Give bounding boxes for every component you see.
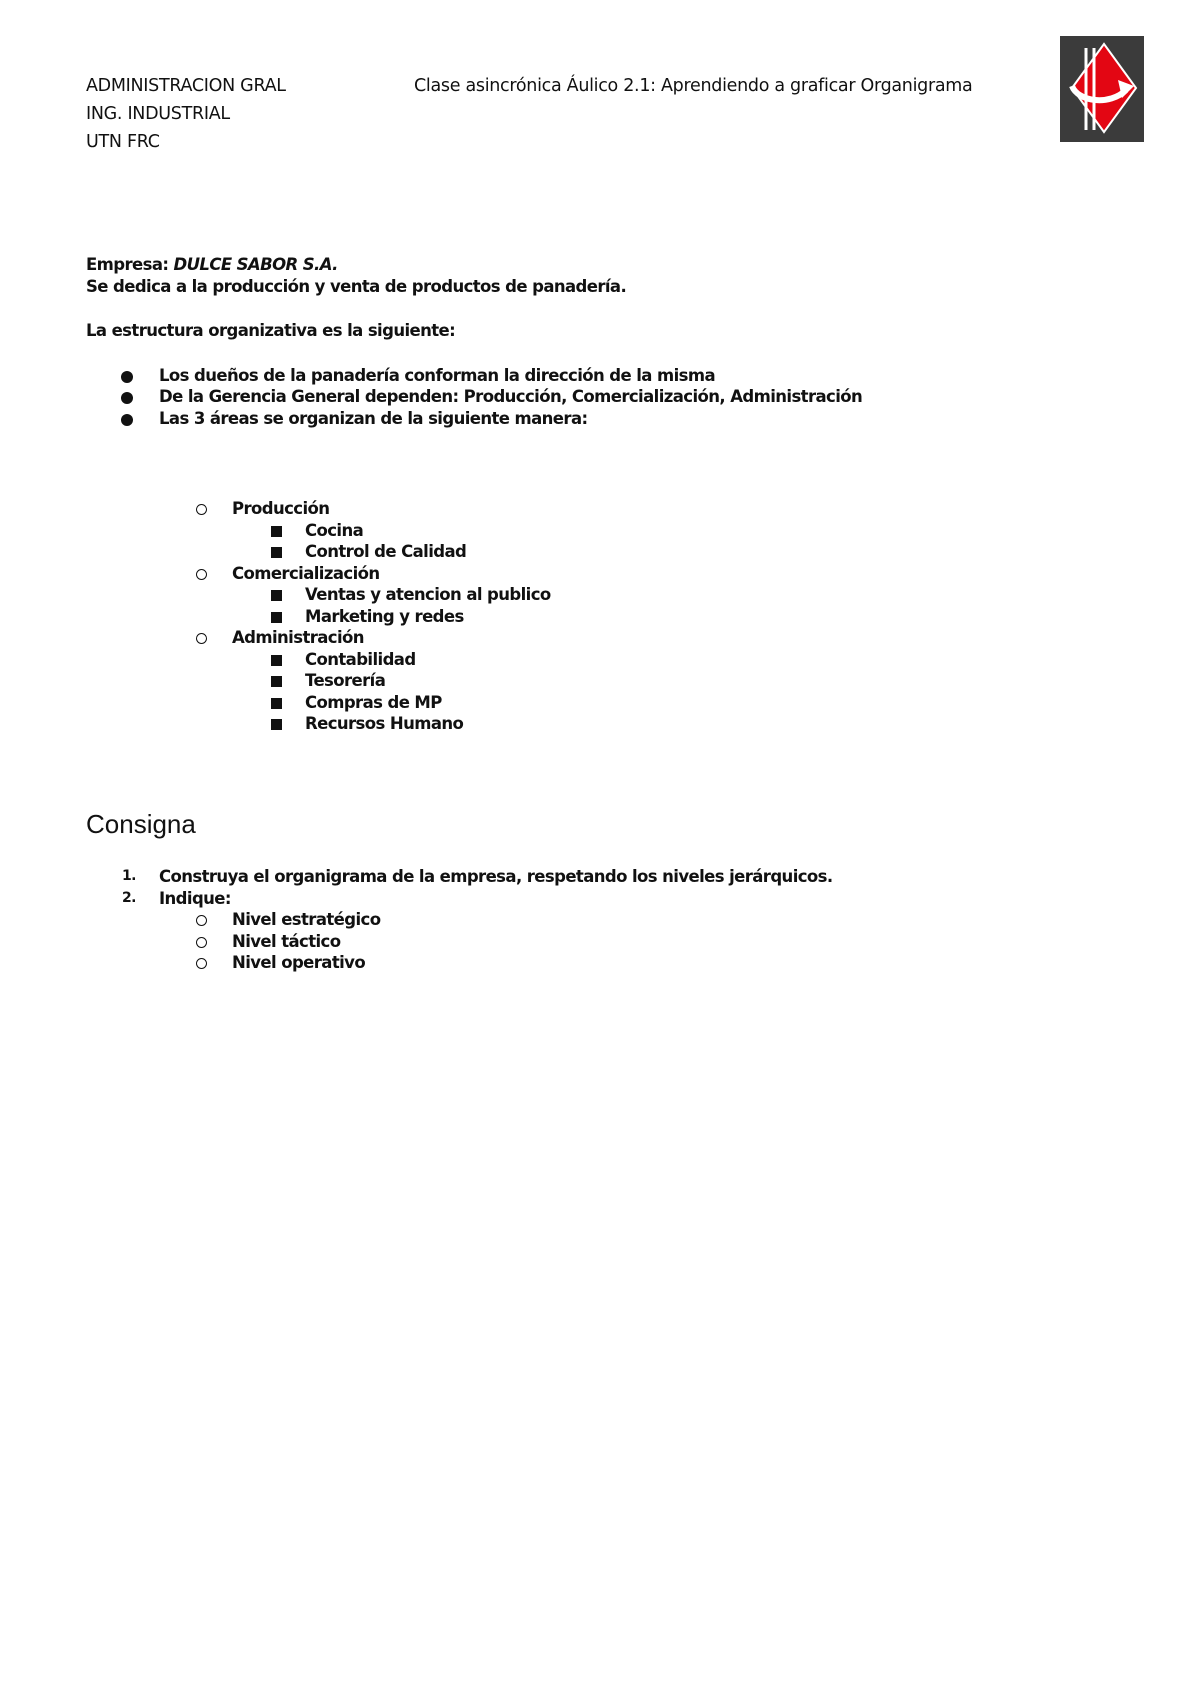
utn-logo-icon (1060, 36, 1144, 142)
bullet-icon (121, 371, 133, 383)
subarea-item: Tesorería (305, 670, 1086, 692)
area-comercializacion: Comercialización (232, 563, 1086, 585)
task-list (86, 866, 833, 974)
level-item: Nivel táctico (232, 931, 833, 953)
subarea-item: Control de Calidad (305, 541, 1086, 563)
circle-bullet-icon (196, 915, 207, 926)
subarea-item: Contabilidad (305, 649, 1086, 671)
level-item: Nivel operativo (232, 952, 833, 974)
square-bullet-icon (271, 590, 282, 601)
subarea-item: Recursos Humano (305, 713, 1086, 735)
consigna-heading: Consigna (86, 809, 196, 839)
area-produccion: Producción (232, 498, 1086, 520)
subarea-item: Ventas y atencion al publico (305, 584, 1086, 606)
square-bullet-icon (271, 547, 282, 558)
square-bullet-icon (271, 655, 282, 666)
area-administracion: Administración (232, 627, 1086, 649)
document-body (86, 254, 1086, 735)
task-item: 2. Indique: (122, 888, 231, 908)
square-bullet-icon (271, 676, 282, 687)
bullet-icon (121, 392, 133, 404)
company-description: Se dedica a la producción y venta de productos de panadería. (86, 276, 627, 296)
company-name: DULCE SABOR S.A. (173, 255, 338, 274)
header-subject: ADMINISTRACION GRAL (86, 76, 286, 96)
company-label: Empresa: (86, 255, 174, 274)
circle-bullet-icon (196, 633, 207, 644)
bullet-list (86, 365, 1086, 430)
levels-list (159, 909, 833, 974)
circle-bullet-icon (196, 937, 207, 948)
task-item: 1. Construya el organigrama de la empresa, respetando los niveles jerárquicos. (122, 867, 833, 886)
consigna-tasks (86, 866, 833, 974)
subareas-list (232, 649, 1086, 735)
header-left (86, 72, 286, 156)
company-line (86, 254, 1086, 276)
bullet-icon (121, 414, 133, 426)
header-institution: UTN FRC (86, 132, 160, 152)
structure-intro: La estructura organizativa es la siguiente: (86, 321, 456, 340)
subareas-list (232, 584, 1086, 627)
level-item: Nivel estratégico (232, 909, 833, 931)
list-item: De la Gerencia General dependen: Producción, Comercialización, Administración (159, 386, 1086, 408)
subarea-item: Cocina (305, 520, 1086, 542)
square-bullet-icon (271, 719, 282, 730)
square-bullet-icon (271, 526, 282, 537)
circle-bullet-icon (196, 569, 207, 580)
subarea-item: Compras de MP (305, 692, 1086, 714)
subarea-item: Marketing y redes (305, 606, 1086, 628)
circle-bullet-icon (196, 958, 207, 969)
areas-list (86, 498, 1086, 735)
list-item: Las 3 áreas se organizan de la siguiente manera: (159, 408, 1086, 430)
square-bullet-icon (271, 698, 282, 709)
header-career: ING. INDUSTRIAL (86, 104, 230, 124)
document-title: Clase asincrónica Áulico 2.1: Aprendiendo a graficar Organigrama (414, 76, 973, 96)
list-item: Los dueños de la panadería conforman la dirección de la misma (159, 365, 1086, 387)
square-bullet-icon (271, 612, 282, 623)
circle-bullet-icon (196, 504, 207, 515)
subareas-list (232, 520, 1086, 563)
